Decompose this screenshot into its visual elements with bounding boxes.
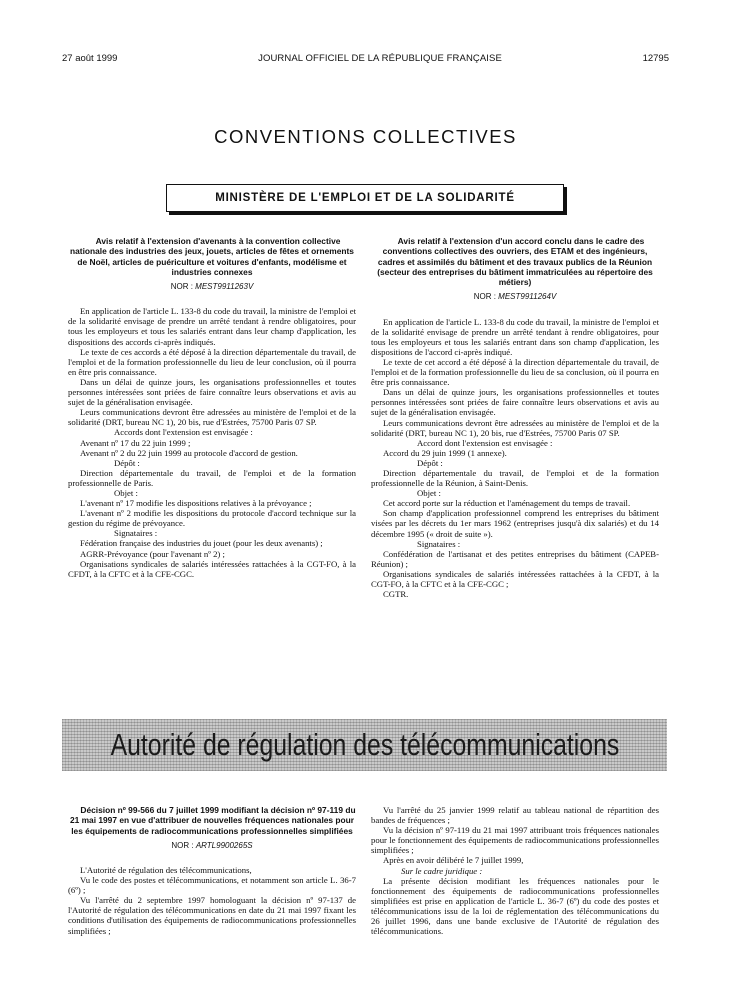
paragraph: Vu le code des postes et télécommunications, et notamment son article L. 36-7 (6º) ; (68, 875, 356, 896)
paragraph: Dans un délai de quinze jours, les organisations professionnelles et toutes personnes intéressées sont priées de faire connaître leurs observations et avis au sujet de la généralisation envisagée. (68, 376, 356, 408)
paragraph: La présente décision modifiant les fréquences nationales pour le fonctionnement des équipements de radiocommunications professionnelles simplifiées est prise en application de l'article L. 36-7 (6º) du code des postes et télécommunications issu de la loi de réglementation des télécommunications du 26 juillet 1996, dans une bande exclusive de l'Autorité de régulation des télécommunications. (371, 875, 659, 937)
paragraph: Leurs communications devront être adressées au ministère de l'emploi et de la solidarité (DRT, bureau NC 1), 20 bis, rue d'Estrées, 75700 Paris 07 SP. (68, 407, 356, 428)
avis-left-title: Avis relatif à l'extension d'avenants à la convention collective nationale des industries des jeux, jouets, articles de fêtes et ornements de Noël, articles de puériculture et voitures d'enfants, modélisme et industries connexes (70, 236, 354, 277)
decision-left (68, 805, 356, 936)
avis-left-nor (68, 282, 356, 292)
paragraph: Son champ d'application professionnel comprend les entreprises du bâtiment visées par les décrets du 1er mars 1962 (entreprises jusqu'à dix salariés) et du 14 décembre 1995 (« droit de suite »). (371, 508, 659, 539)
list-item: AGRR-Prévoyance (pour l'avenant nº 2) ; (80, 548, 225, 559)
nor-label: NOR : (170, 282, 193, 292)
list-item: Fédération française des industries du jouet (pour les deux avenants) ; (80, 538, 323, 549)
authority-banner (62, 719, 667, 771)
subheading-depot: Dépôt : (114, 457, 140, 468)
paragraph: Après en avoir délibéré le 7 juillet 1999, (383, 855, 524, 866)
paragraph: L'Autorité de régulation des télécommunications, (80, 864, 252, 875)
authority-banner-text: Autorité de régulation des télécommunications (110, 727, 619, 762)
decision-nor (68, 841, 356, 851)
list-item: Avenant nº 17 du 22 juin 1999 ; (80, 437, 191, 448)
avis-right-nor (371, 292, 659, 302)
subheading-cadre-juridique: Sur le cadre juridique : (401, 865, 483, 876)
avis-left (68, 236, 356, 579)
paragraph: Le texte de ces accords a été déposé à la direction départementale du travail, de l'emploi et de la formation professionnelle du lieu de leur conclusion, où il pourra en être pris connaissance. (68, 346, 356, 377)
header-date: 27 août 1999 (62, 53, 118, 64)
paragraph: Direction départementale du travail, de l'emploi et de la formation professionnelle de Paris. (68, 467, 356, 488)
list-item: CGTR. (383, 589, 409, 600)
paragraph: Dans un délai de quinze jours, les organisations professionnelles et toutes personnes intéressées sont priées de faire connaître leurs observations et avis au sujet de la généralisation envisagée. (371, 387, 659, 418)
paragraph: En application de l'article L. 133-8 du code du travail, la ministre de l'emploi et de la solidarité envisage de prendre un arrêté tendant à rendre obligatoires, pour tous les employeurs et tous les salariés entrant dans leur champ d'application, les dispositions des accords ci-après indiqués. (68, 306, 356, 347)
list-item: Avenant nº 2 du 22 juin 1999 au protocole d'accord de gestion. (80, 447, 298, 458)
paragraph: Vu l'arrêté du 25 janvier 1999 relatif au tableau national de répartition des bandes de fréquences ; (371, 805, 659, 826)
subheading-depot: Dépôt : (417, 457, 443, 468)
avis-right-title: Avis relatif à l'extension d'un accord conclu dans le cadre des conventions collectives des ouvriers, des ETAM et des ingénieurs, cadres et assimilés du bâtiment et des travaux publics de la Réunion (secteur des entreprises du bâtiment immatriculées au répertoire des métiers) (377, 236, 653, 288)
nor-label: NOR : (171, 840, 194, 850)
subheading-objet: Objet : (417, 488, 441, 499)
header-page-number: 12795 (642, 53, 669, 64)
page-header (62, 53, 669, 64)
avis-right (371, 236, 659, 599)
nor-value: MEST9911264V (498, 292, 557, 302)
subheading-objet: Objet : (114, 487, 138, 498)
section-title: CONVENTIONS COLLECTIVES (214, 126, 517, 147)
subheading-signataires: Signataires : (417, 538, 461, 549)
list-item: Organisations syndicales de salariés intéressées rattachées à la CGT-FO, à la CFDT, à la CFTC et à la CFE-CGC. (68, 558, 356, 579)
list-item: Confédération de l'artisanat et des petites entreprises du bâtiment (CAPEB-Réunion) ; (371, 548, 659, 569)
nor-value: MEST9911263V (195, 282, 254, 292)
subheading-accords: Accords dont l'extension est envisagée : (114, 427, 253, 438)
paragraph: Cet accord porte sur la réduction et l'aménagement du temps de travail. (383, 498, 631, 509)
subheading-signataires: Signataires : (114, 528, 158, 539)
paragraph: L'avenant nº 2 modifie les dispositions du protocole d'accord technique sur la gestion du régime de prévoyance. (68, 508, 356, 529)
nor-label: NOR : (473, 292, 496, 302)
decision-right (371, 805, 659, 936)
list-item: Organisations syndicales de salariés intéressées rattachées à la CFDT, à la CGT-FO, à la CFTC et à la CFE-CGC ; (371, 568, 659, 590)
ministry-heading: MINISTÈRE DE L'EMPLOI ET DE LA SOLIDARITÉ (166, 184, 564, 212)
list-item: Accord du 29 juin 1999 (1 annexe). (383, 447, 507, 458)
paragraph: L'avenant nº 17 modifie les dispositions relatives à la prévoyance ; (80, 498, 312, 509)
nor-value: ARTL9900265S (195, 840, 253, 850)
paragraph: En application de l'article L. 133-8 du code du travail, la ministre de l'emploi et de la solidarité envisage de prendre un arrêté tendant à rendre obligatoires, pour tous les employeurs et tous les salariés entrant dans son champ d'application, les dispositions de l'accord ci-après indiqué. (371, 316, 659, 357)
paragraph: Le texte de cet accord a été déposé à la direction départementale du travail, de l'emploi et de la formation professionnelle du lieu de sa conclusion, où il pourra en être pris connaissance. (371, 356, 659, 388)
decision-title: Décision nº 99-566 du 7 juillet 1999 modifiant la décision nº 97-119 du 21 mai 1997 en vue d'attribuer de nouvelles fréquences nationales pour les équipements de radiocommunications professionnelles simplifiées (69, 805, 356, 836)
paragraph: Leurs communications devront être adressées au ministère de l'emploi et de la solidarité (DRT, bureau NC 1), 20 bis, rue d'Estrées, 75700 Paris 07 SP. (371, 417, 659, 438)
paragraph: Vu la décision nº 97-119 du 21 mai 1997 attribuant trois fréquences nationales pour le fonctionnement des équipements de radiocommunications professionnelles simplifiées ; (371, 825, 659, 856)
paragraph: Direction départementale du travail, de l'emploi et de la formation professionnelle de la Réunion, à Saint-Denis. (371, 467, 659, 489)
header-journal-title: JOURNAL OFFICIEL DE LA RÉPUBLIQUE FRANÇAISE (258, 53, 502, 64)
subheading-accord: Accord dont l'extension est envisagée : (417, 437, 553, 448)
paragraph: Vu l'arrêté du 2 septembre 1997 homologuant la décision nº 97-137 de l'Autorité de régulation des télécommunications en date du 21 mai 1997 fixant les conditions d'utilisation des équipements de radiocommunications professionnelles simplifiées ; (68, 895, 356, 936)
